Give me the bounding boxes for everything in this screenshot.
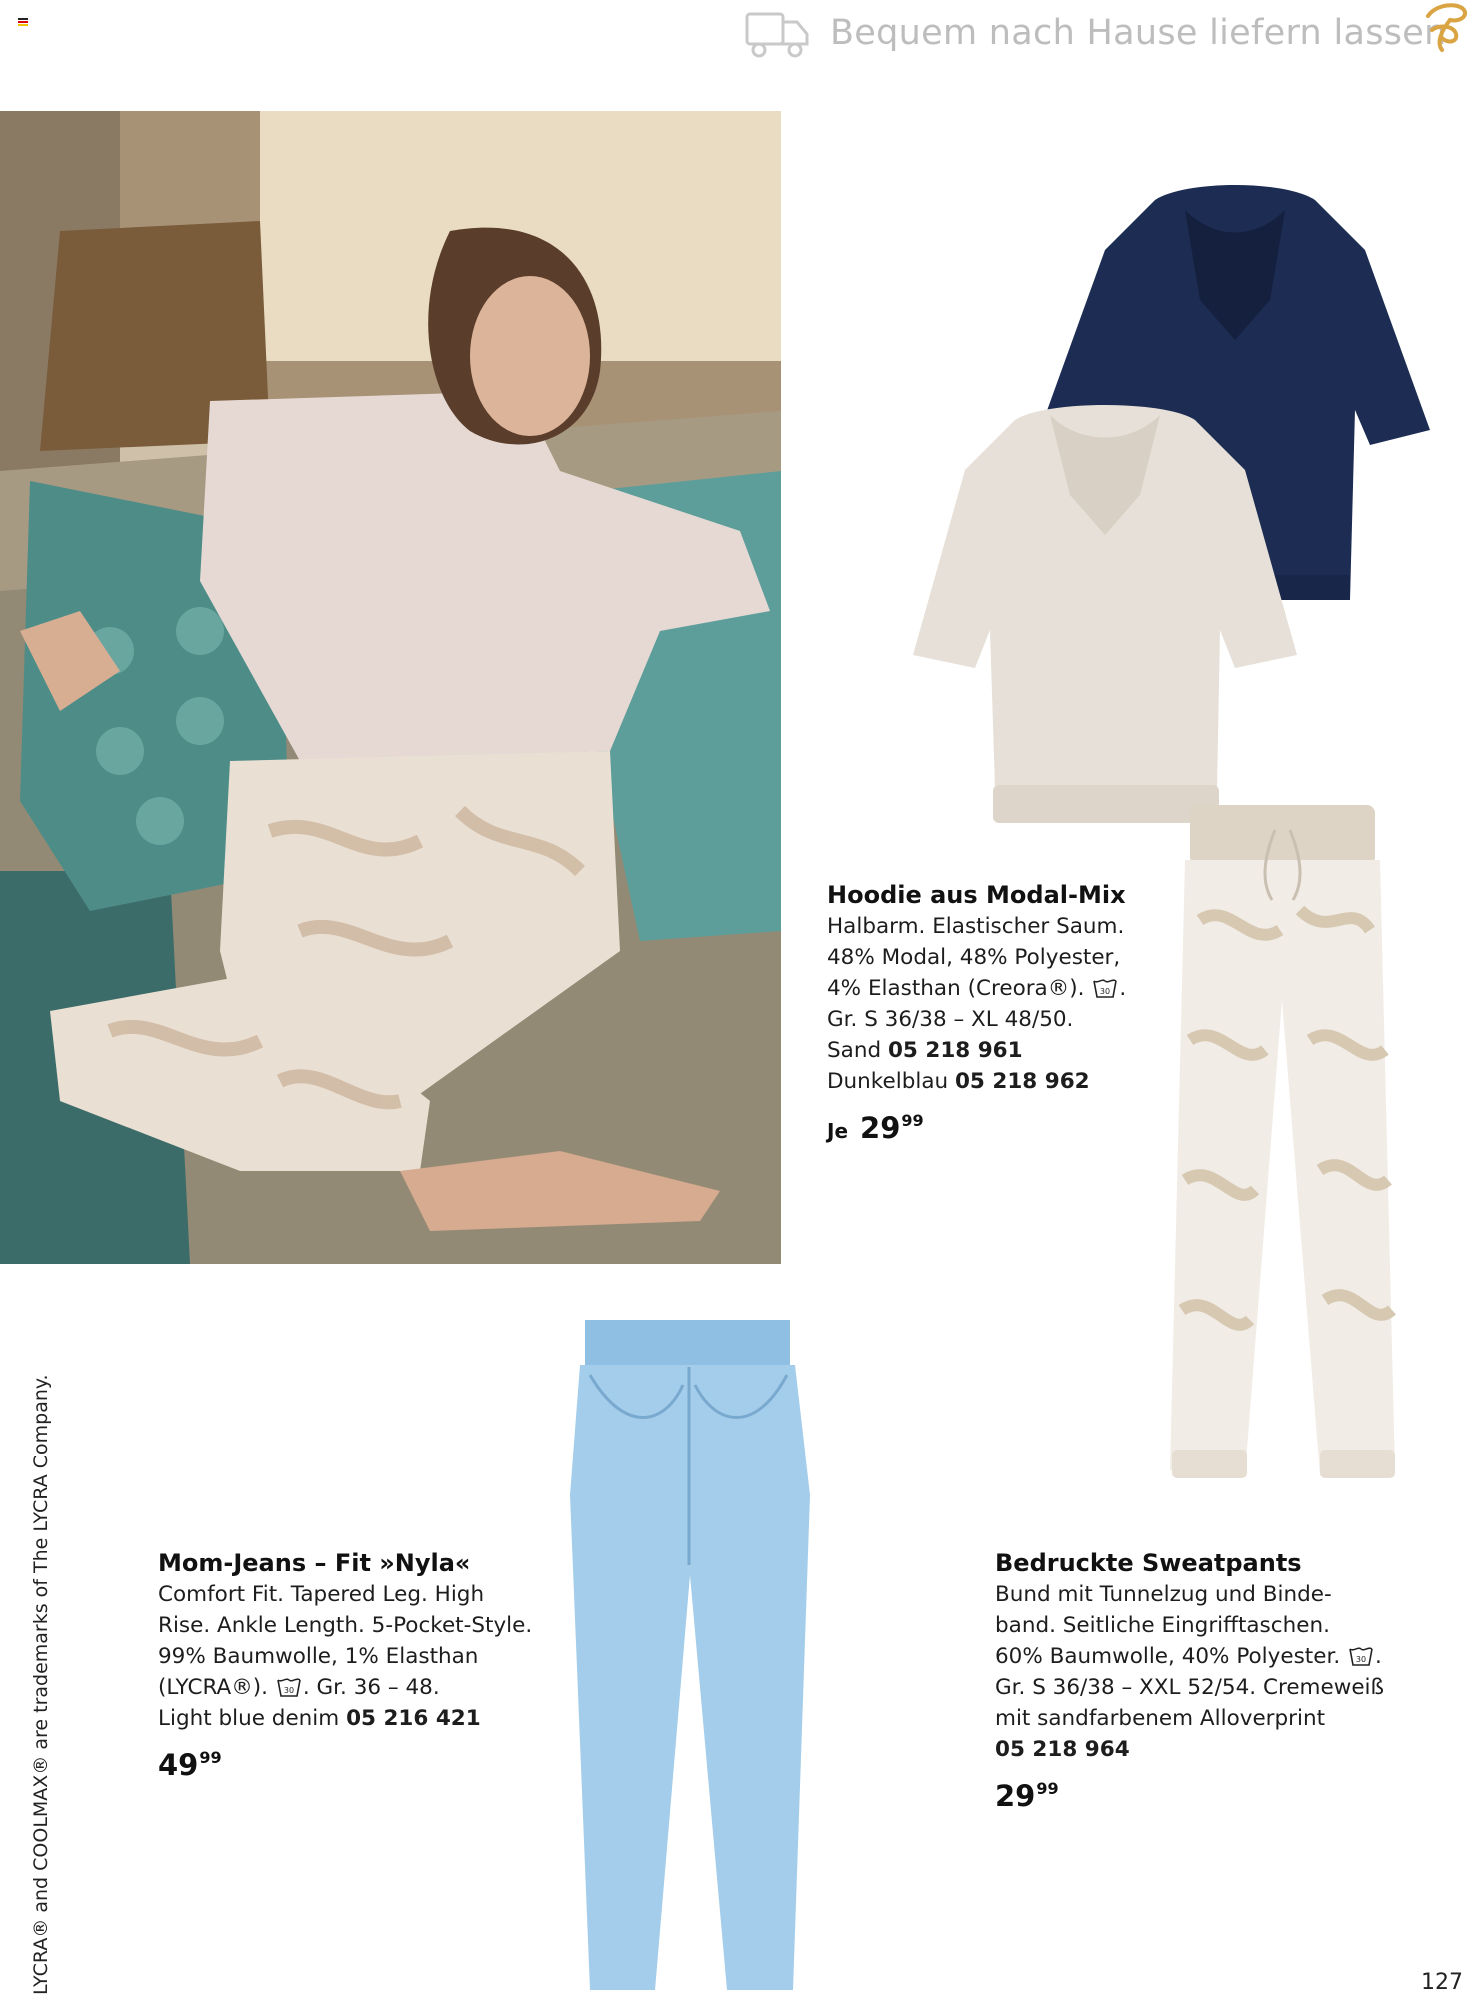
product-hoodie xyxy=(827,880,1126,1149)
product-detail: 60% Baumwolle, 40% Polyester. 30 . xyxy=(995,1644,1382,1669)
product-detail: 99% Baumwolle, 1% Elasthan xyxy=(158,1644,479,1669)
trademark-note: LYCRA® and COOLMAX® are trademarks of The LYCRA Company. xyxy=(30,1374,52,1995)
article-number: 05 218 964 xyxy=(995,1737,1130,1762)
sweatpants-image xyxy=(1160,800,1405,1500)
tchibo-logo-icon xyxy=(1420,0,1470,55)
product-detail: (LYCRA®). 30 . Gr. 36 – 48. xyxy=(158,1675,440,1700)
product-detail: Gr. S 36/38 – XXL 52/54. Cremeweiß xyxy=(995,1675,1385,1700)
svg-text:30: 30 xyxy=(1355,1655,1367,1664)
mom-jeans-image xyxy=(565,1315,815,1995)
product-price: $49^{99}$ xyxy=(158,1748,222,1782)
svg-text:30: 30 xyxy=(283,1686,294,1695)
article-number: 05 216 421 xyxy=(346,1706,481,1731)
product-title: Mom-Jeans – Fit »Nyla« xyxy=(158,1549,471,1577)
product-variant: Sand 05 218 961 xyxy=(827,1038,1023,1063)
wash-30-icon xyxy=(1348,1646,1374,1668)
product-detail: 4% Elasthan (Creora®). 30 . xyxy=(827,976,1127,1001)
product-detail: Gr. S 36/38 – XL 48/50. xyxy=(827,1007,1074,1032)
product-detail: mit sandfarbenem Alloverprint xyxy=(995,1706,1326,1731)
delivery-headline: Bequem nach Hause liefern lassen xyxy=(830,13,1447,53)
product-detail: Rise. Ankle Length. 5-Pocket-Style. xyxy=(158,1613,533,1638)
product-detail: Comfort Fit. Tapered Leg. High xyxy=(158,1582,485,1607)
article-number: 05 218 961 xyxy=(887,1038,1023,1063)
product-detail: band. Seitliche Eingrifftaschen. xyxy=(995,1613,1330,1638)
wash-30-icon xyxy=(1092,978,1118,1000)
product-variant: Dunkelblau 05 218 962 xyxy=(827,1069,1090,1094)
product-detail: Bund mit Tunnelzug und Binde- xyxy=(995,1582,1332,1607)
page-number: 127 xyxy=(1421,1970,1463,1995)
product-title: Bedruckte Sweatpants xyxy=(995,1549,1302,1577)
product-mom-jeans xyxy=(158,1548,532,1783)
product-article xyxy=(995,1734,1384,1765)
product-price: $29^{99}$ xyxy=(995,1779,1059,1813)
product-price: Je $29^{99}$ xyxy=(827,1111,924,1145)
svg-text:30: 30 xyxy=(1100,987,1111,996)
product-variant: Light blue denim 05 216 421 xyxy=(158,1706,481,1731)
wash-30-icon xyxy=(276,1677,302,1699)
lifestyle-photo xyxy=(0,111,781,1264)
product-detail: Halbarm. Elastischer Saum. xyxy=(827,914,1125,939)
germany-flag-icon xyxy=(18,18,28,26)
article-number: 05 218 962 xyxy=(954,1069,1090,1094)
truck-icon xyxy=(745,8,811,60)
product-sweatpants xyxy=(995,1548,1384,1814)
hoodie-sand-image xyxy=(905,400,1305,830)
product-detail: 48% Modal, 48% Polyester, xyxy=(827,945,1121,970)
product-title: Hoodie aus Modal-Mix xyxy=(827,881,1126,909)
page-header xyxy=(0,0,1477,70)
